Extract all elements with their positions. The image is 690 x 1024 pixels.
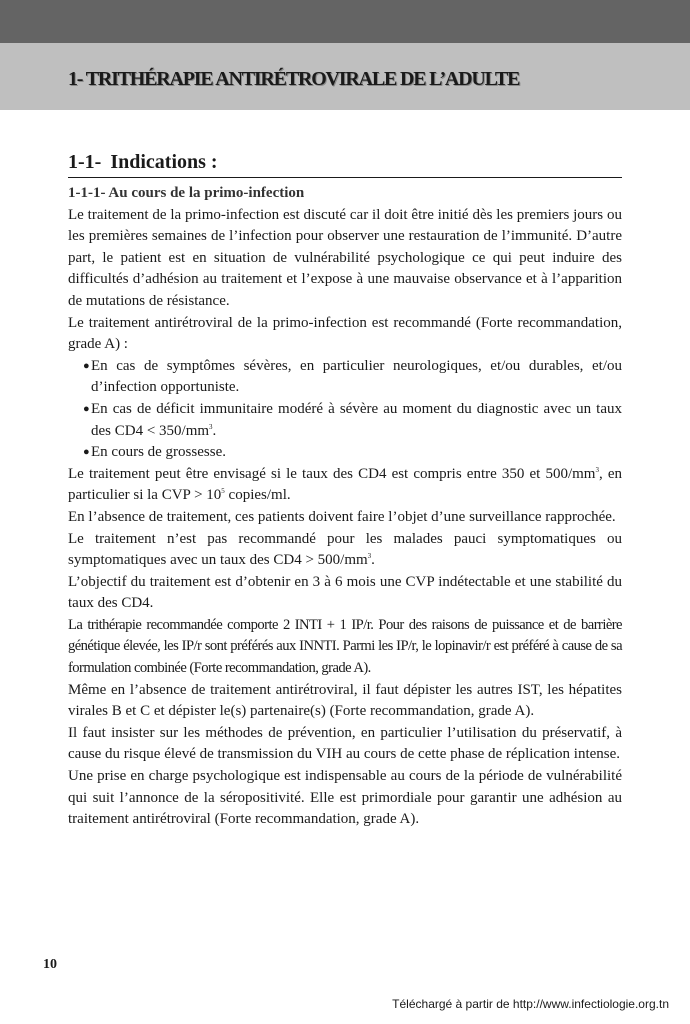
text-segment: Le traitement peut être envisagé si le taux des CD4 est compris entre 350 et 500/mm [68,465,596,482]
section-number: 1-1- [68,151,102,173]
paragraph-treatment-considered [68,464,622,507]
subsection-title: 1-1-1- Au cours de la primo-infection [68,185,305,201]
bullet-icon: ● [83,402,90,415]
chapter-title: 1- TRITHÉRAPIE ANTIRÉTROVIRALE DE L’ADULTE [68,68,520,90]
superscript: 3 [209,422,213,431]
list-item-text: En cours de grossesse. [91,444,226,461]
list-item-end: . [212,422,217,439]
text-segment: Le traitement n’est pas recommandé pour les malades pauci symptomatiques ou symptomatiques avec un taux des CD4 > 500/mm [68,530,622,569]
superscript: 3 [595,465,599,474]
superscript: 3 [367,552,372,561]
paragraph-not-recommended [68,529,622,572]
chapter-band [0,43,690,110]
paragraph-primo-infection-discussion: Le traitement de la primo-infection est discuté car il doit être initié dès les premiers jours ou les premières semaines de l’infection pour observer une restauration de l’immunité. D’autre part, le patient est en situation de vulnérabilité psychologique ce qui peut induire des difficultés d’adhésion au traitement et l’expose à une mauvaise observance et à l’apparition de mutations de résistance. [68,206,622,309]
list-item-text: En cas de symptômes sévères, en particulier neurologiques, et/ou durables, et/ou d’infection opportuniste. [91,357,622,396]
superscript: 5 [221,487,225,496]
section-title-text: Indications : [110,151,218,173]
page-number: 10 [43,957,57,972]
list-item-text: En cas de déficit immunitaire modéré à sévère au moment du diagnostic avec un taux des CD4 < 350/mm [91,400,622,439]
download-source-note: Téléchargé à partir de http://www.infectiologie.org.tn [392,997,669,1011]
paragraph-surveillance: En l’absence de traitement, ces patients doivent faire l’objet d’une surveillance rapprochée. [68,508,616,525]
paragraph-recommended-regimen: La trithérapie recommandée comporte 2 INTI + 1 IP/r. Pour des raisons de puissance et de barrière génétique élevée, les IP/r sont préférés aux INNTI. Parmi les IP/r, le lopinavir/r est préféré à cause de sa formulation combinée (Forte recommandation, grade A). [68,616,622,677]
paragraph-psychological-care: Une prise en charge psychologique est indispensable au cours de la période de vulnérabilité qui suit l’annonce de la séropositivité. Elle est primordiale pour garantir une adhésion au traitement antirétroviral (Forte recommandation, grade A). [68,768,622,828]
paragraph-screening: Même en l’absence de traitement antirétroviral, il faut dépister les autres IST, les hépatites virales B et C et dépister le(s) partenaire(s) (Forte recommandation, grade A). [68,681,622,720]
page-content [68,148,622,831]
list-item [83,442,622,464]
paragraph-prevention: Il faut insister sur les méthodes de prévention, en particulier l’utilisation du préservatif, à cause du risque élevé de transmission du VIH au cours de cette phase de réplication intense. [68,724,622,763]
section-title [68,148,622,178]
text-segment: copies/ml. [224,487,291,504]
indication-list [68,356,622,464]
bullet-icon: ● [83,359,90,372]
paragraph-treatment-objective: L’objectif du traitement est d’obtenir en 3 à 6 mois une CVP indétectable et une stabilité du taux des CD4. [68,573,622,612]
text-segment: , en particulier si la CVP > 10 [68,465,622,504]
list-item [83,356,622,399]
top-header-bar [0,0,690,43]
bullet-icon: ● [83,446,90,459]
text-segment: . [371,552,375,569]
list-item [83,399,622,442]
paragraph-recommendation-intro: Le traitement antirétroviral de la primo-infection est recommandé (Forte recommandation, grade A) : [68,314,622,353]
